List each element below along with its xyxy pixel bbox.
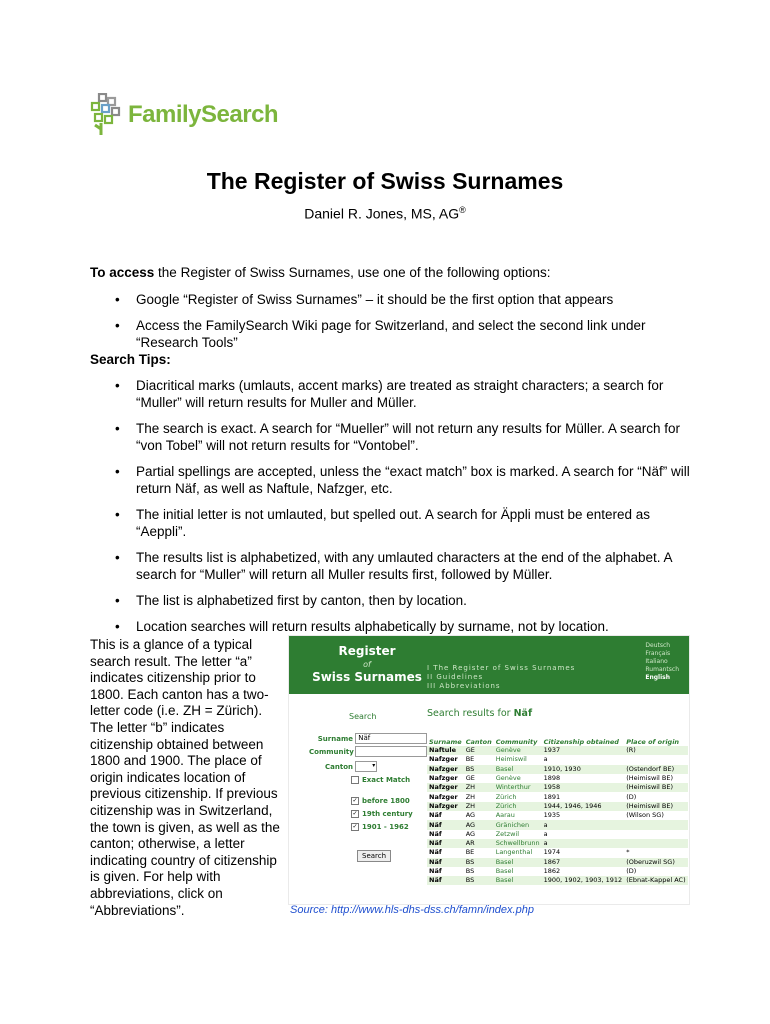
canton-row (309, 761, 377, 772)
table-row (427, 811, 688, 820)
table-row (427, 783, 688, 792)
cell-citizenship: 1898 (543, 774, 561, 783)
bullet-dot: • (115, 550, 120, 565)
cell-community: Zürich (495, 792, 517, 801)
cell-surname[interactable]: Nafzger (429, 755, 458, 764)
table-row (427, 820, 688, 829)
cell-canton: BS (465, 867, 475, 875)
cell-community: Zetzwil (495, 829, 520, 838)
cell-surname[interactable]: Nafzger (427, 783, 464, 792)
table-row (427, 830, 688, 839)
cell-citizenship: a (542, 839, 625, 848)
cell-community: Genève (495, 774, 521, 783)
cell-canton: BE (465, 755, 475, 764)
chevron-down-icon: ▾ (372, 762, 376, 769)
list-item-text: Access the FamilySearch Wiki page for Switzerland, and select the second link under “Research Tools” (136, 318, 646, 350)
century-19-label: 19th century (362, 810, 413, 818)
list-item (90, 377, 690, 411)
lang-rumantsch[interactable]: Rumantsch (645, 666, 679, 673)
cell-citizenship: 1867 (542, 858, 625, 867)
col-origin: Place of origin (626, 738, 680, 746)
list-item-text: The results list is alphabetized, with any umlauted characters at the end of the alphabet. A search for “Muller” will return all Muller results first, followed by Müller. (136, 550, 672, 582)
logo-text: FamilySearch (128, 101, 279, 128)
cell-origin: (D) (626, 867, 637, 875)
cell-citizenship: 1958 (542, 783, 625, 792)
cell-origin: (D) (626, 792, 637, 801)
list-item (90, 506, 690, 540)
table-header-row (427, 730, 688, 746)
col-citizenship: Citizenship obtained (543, 738, 619, 746)
cell-origin: (R) (624, 746, 687, 755)
cell-canton: AR (464, 839, 494, 848)
surname-label: Surname (317, 734, 353, 743)
community-row (309, 746, 427, 757)
results-table (427, 730, 688, 885)
cell-community: Genève (494, 746, 542, 755)
cell-community: Schwellbrunn (495, 839, 540, 848)
list-item (90, 618, 690, 635)
cell-citizenship: 1910, 1930 (542, 765, 625, 774)
before-1800-label: before 1800 (362, 797, 410, 805)
list-item (90, 420, 690, 454)
cell-surname[interactable]: Naftule (427, 746, 464, 755)
results-term: Näf (513, 708, 533, 719)
cell-citizenship: 1937 (542, 746, 625, 755)
cell-community: Langenthal (495, 848, 533, 857)
search-tips-list (90, 377, 690, 635)
list-item (90, 291, 690, 308)
list-item (90, 592, 690, 609)
cell-surname[interactable]: Nafzger (427, 802, 464, 811)
bullet-dot: • (115, 507, 120, 522)
table-row (427, 848, 688, 857)
cell-surname[interactable]: Nafzger (429, 774, 458, 783)
community-label: Community (309, 747, 354, 756)
cell-surname[interactable]: Näf (429, 867, 442, 875)
search-heading: Search (349, 712, 377, 721)
cell-surname[interactable]: Näf (429, 811, 442, 820)
bullet-dot: • (115, 378, 120, 393)
register-logo-line2: Swiss Surnames (312, 670, 422, 684)
cell-canton: AG (465, 829, 476, 838)
search-tips-heading: Search Tips: (90, 352, 171, 367)
table-row (427, 792, 688, 801)
cell-citizenship: 1935 (543, 811, 561, 820)
list-item-text: Google “Register of Swiss Surnames” – it should be the first option that appears (136, 292, 614, 307)
cell-origin (624, 830, 687, 839)
author-name: Daniel R. Jones, MS, AG (304, 205, 460, 222)
before-1800-checkbox[interactable]: ✓ (352, 797, 358, 804)
exact-match-row (351, 776, 410, 784)
cell-community: Heimiswil (495, 755, 527, 764)
list-item-text: The initial letter is not umlauted, but spelled out. A search for Äppli must be entered as “Aeppli”. (136, 507, 651, 539)
century-19-row (351, 810, 413, 818)
table-row (427, 858, 688, 867)
range-1901-row (351, 823, 409, 831)
cell-surname[interactable]: Näf (427, 858, 464, 867)
results-title-text: Search results for (427, 708, 511, 719)
bullet-dot: • (115, 464, 120, 479)
cell-origin: * (626, 848, 630, 857)
familysearch-logo (90, 93, 278, 137)
cell-canton: ZH (464, 783, 494, 792)
bullet-dot: • (115, 593, 120, 608)
register-logo-of: of (363, 660, 371, 669)
results-title (427, 708, 532, 719)
cell-canton: BE (465, 848, 475, 857)
cell-canton: GE (465, 774, 475, 783)
nav-link-guidelines[interactable]: II Guidelines (427, 673, 484, 681)
cell-origin: (Oberuzwil SG) (624, 858, 687, 867)
col-canton: Canton (465, 738, 492, 746)
canton-label: Canton (325, 762, 353, 771)
cell-community: Basel (494, 876, 542, 885)
cell-canton: ZH (465, 792, 476, 801)
table-row (427, 802, 688, 811)
cell-origin (624, 839, 687, 848)
cell-citizenship: a (542, 820, 625, 829)
side-caption: This is a glance of a typical search result. The letter “a” indicates citizenship prior to 1800. Each canton has a two-letter code (i.e. ZH = Zürich). The letter “b” indicates citizenship obtained between 1800 and 1900. The place of origin indicates location of previous citizenship. If previous citizenship was in Switzerland, the town is given, as well as the canton; otherwise, a letter indicating country of citizenship is given. For help with abbreviations, click on “Abbreviations”. (90, 637, 280, 918)
table-row (427, 774, 688, 783)
list-item-text: Diacritical marks (umlauts, accent marks) are treated as straight characters; a search for “Muller” will return results for Muller and Müller. (136, 378, 664, 410)
access-intro (90, 264, 690, 281)
register-header (289, 636, 689, 694)
list-item (90, 549, 690, 583)
range-1901-checkbox[interactable]: ✓ (352, 823, 358, 830)
cell-citizenship: 1944, 1946, 1946 (542, 802, 625, 811)
table-row (427, 746, 688, 755)
cell-surname[interactable]: Nafzger (427, 765, 464, 774)
cell-citizenship: 1974 (543, 848, 561, 857)
cell-canton: BS (464, 858, 494, 867)
register-logo[interactable] (307, 645, 427, 684)
bullet-dot: • (115, 292, 120, 307)
cell-origin (624, 820, 687, 829)
cell-community: Gränichen (494, 820, 542, 829)
bullet-dot: • (115, 421, 120, 436)
list-item-text: The list is alphabetized first by canton, then by location. (136, 593, 467, 608)
cell-origin: (Heimiswil BE) (626, 774, 674, 783)
cell-surname[interactable]: Näf (427, 839, 464, 848)
document-body (90, 264, 690, 635)
page-title: The Register of Swiss Surnames (206, 168, 564, 194)
cell-origin: (Wilson SG) (626, 811, 664, 820)
access-lead: To access (90, 265, 155, 280)
exact-match-checkbox[interactable] (351, 776, 359, 784)
familysearch-tree-icon (90, 93, 122, 137)
bullet-dot: • (115, 318, 120, 333)
cell-origin (624, 755, 687, 764)
range-1901-label: 1901 - 1962 (362, 823, 409, 831)
lang-english[interactable]: English (645, 674, 671, 681)
table-row (427, 839, 688, 848)
list-item-text: The search is exact. A search for “Mueller” will not return any results for Müller. A search for “von Tobel” will not return results for “Vontobel”. (136, 421, 680, 453)
cell-origin: (Heimiswil BE) (624, 802, 687, 811)
list-item-text: Partial spellings are accepted, unless the “exact match” box is marked. A search for “Näf” will return Näf, as well as Naftule, Nafzger, etc. (136, 464, 690, 496)
cell-canton: AG (464, 820, 494, 829)
list-item (90, 317, 690, 351)
table-row (427, 876, 688, 885)
cell-canton: BS (464, 765, 494, 774)
cell-surname[interactable]: Näf (427, 876, 464, 885)
table-row (427, 765, 688, 774)
lang-francais[interactable]: Français (645, 650, 671, 657)
register-screenshot (288, 635, 690, 905)
century-19-checkbox[interactable]: ✓ (352, 810, 358, 817)
cell-canton: ZH (464, 802, 494, 811)
cell-community: Aarau (495, 811, 515, 820)
before-1800-row (351, 797, 410, 805)
lang-deutsch[interactable]: Deutsch (645, 642, 671, 649)
cell-citizenship: 1891 (543, 792, 561, 801)
cell-community: Zürich (494, 802, 542, 811)
cell-citizenship: 1862 (543, 867, 561, 875)
list-item-text: Location searches will return results alphabetically by surname, not by location. (136, 619, 609, 634)
cell-citizenship: a (543, 755, 548, 764)
nav-link-abbreviations[interactable]: III Abbreviations (427, 682, 501, 690)
cell-canton: AG (465, 811, 476, 820)
cell-canton: GE (464, 746, 494, 755)
bullet-dot: • (115, 619, 120, 634)
access-lead-rest: the Register of Swiss Surnames, use one of the following options: (154, 265, 551, 280)
cell-surname[interactable]: Näf (429, 829, 442, 838)
cell-surname[interactable]: Näf (429, 848, 442, 857)
access-list (90, 291, 690, 351)
community-input[interactable] (355, 746, 427, 757)
lang-italiano[interactable]: Italiano (645, 658, 668, 665)
cell-community: Basel (494, 858, 542, 867)
cell-origin: (Ostendorf BE) (624, 765, 687, 774)
cell-community: Basel (494, 765, 542, 774)
surname-row (309, 733, 427, 744)
cell-community: Basel (495, 867, 514, 875)
nav-link-register[interactable]: I The Register of Swiss Surnames (427, 664, 576, 672)
search-button[interactable]: Search (357, 850, 391, 862)
register-logo-line1: Register (338, 644, 396, 658)
cell-surname[interactable]: Näf (427, 820, 464, 829)
cell-origin: (Heimiswil BE) (624, 783, 687, 792)
source-citation: Source: http://www.hls-dhs-dss.ch/famn/index.php (290, 904, 534, 916)
table-row (427, 867, 688, 876)
surname-input[interactable]: Näf (355, 733, 427, 744)
registered-mark: ® (459, 205, 466, 215)
list-item (90, 463, 690, 497)
col-community: Community (495, 738, 538, 746)
table-row (427, 755, 688, 764)
exact-match-label: Exact Match (362, 776, 411, 784)
register-nav (427, 664, 575, 691)
author-line (0, 205, 770, 222)
cell-canton: BS (464, 876, 494, 885)
cell-community: Winterthur (494, 783, 542, 792)
cell-surname[interactable]: Nafzger (429, 792, 458, 801)
cell-origin: (Ebnat-Kappel AC) (626, 876, 686, 885)
cell-citizenship: a (543, 829, 548, 838)
language-menu (645, 642, 679, 682)
canton-select[interactable] (355, 761, 377, 772)
col-surname: Surname (429, 738, 462, 746)
cell-citizenship: 1900, 1902, 1903, 1912 (543, 876, 623, 885)
